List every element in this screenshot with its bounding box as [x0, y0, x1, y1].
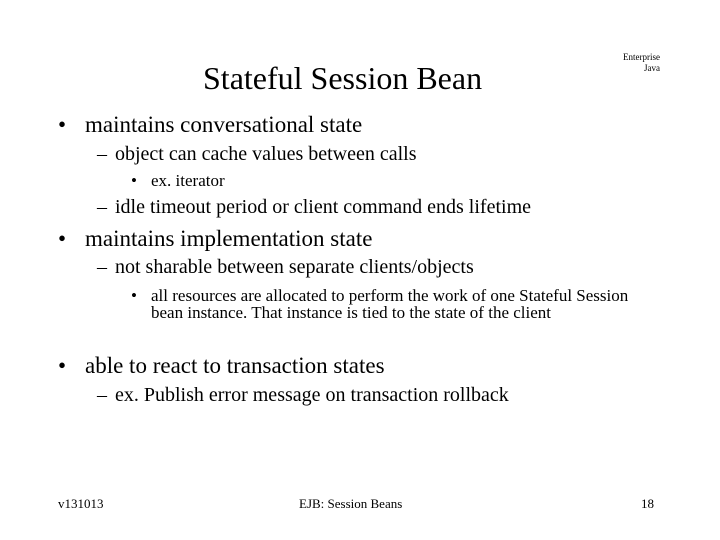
- sub-item-text: idle timeout period or client command ends lifetime: [115, 196, 531, 218]
- sub-item: [97, 255, 474, 279]
- dot-marker: •: [131, 171, 137, 190]
- corner-label: [610, 52, 660, 74]
- sub-sub-item: [131, 170, 225, 191]
- bullet-text: maintains implementation state: [85, 226, 373, 251]
- sub-item-text: ex. Publish error message on transaction rollback: [115, 384, 509, 406]
- sub-item-text: object can cache values between calls: [115, 143, 417, 165]
- bullet-marker: •: [58, 353, 67, 378]
- corner-label-line1: Enterprise: [623, 52, 660, 62]
- dash-marker: –: [97, 384, 107, 406]
- sub-item: [97, 383, 509, 407]
- corner-label-line2: Java: [644, 63, 660, 73]
- footer-version: v131013: [58, 496, 104, 511]
- sub-item: [97, 142, 417, 166]
- bullet-text: able to react to transaction states: [85, 353, 385, 378]
- sub-sub-item-text: ex. iterator: [151, 171, 225, 190]
- bullet-text: maintains conversational state: [85, 112, 363, 137]
- dash-marker: –: [97, 143, 107, 165]
- sub-item: [97, 195, 531, 219]
- dot-marker: •: [131, 286, 137, 305]
- slide-title: Stateful Session Bean: [203, 60, 483, 96]
- page-number: 18: [641, 496, 654, 511]
- bullet-item: [58, 111, 362, 139]
- footer-title: EJB: Session Beans: [299, 496, 403, 511]
- sub-sub-marker-box: [131, 285, 137, 306]
- sub-sub-item-text: all resources are allocated to perform the work of one Stateful Session bean instance. That instance is tied to the state of the client: [151, 286, 629, 322]
- bullet-marker: •: [58, 226, 67, 251]
- bullet-item: [58, 352, 385, 380]
- bullet-item: [58, 225, 372, 253]
- bullet-marker: •: [58, 112, 67, 137]
- dash-marker: –: [97, 196, 107, 218]
- dash-marker: –: [97, 256, 107, 278]
- sub-item-text: not sharable between separate clients/objects: [115, 256, 474, 278]
